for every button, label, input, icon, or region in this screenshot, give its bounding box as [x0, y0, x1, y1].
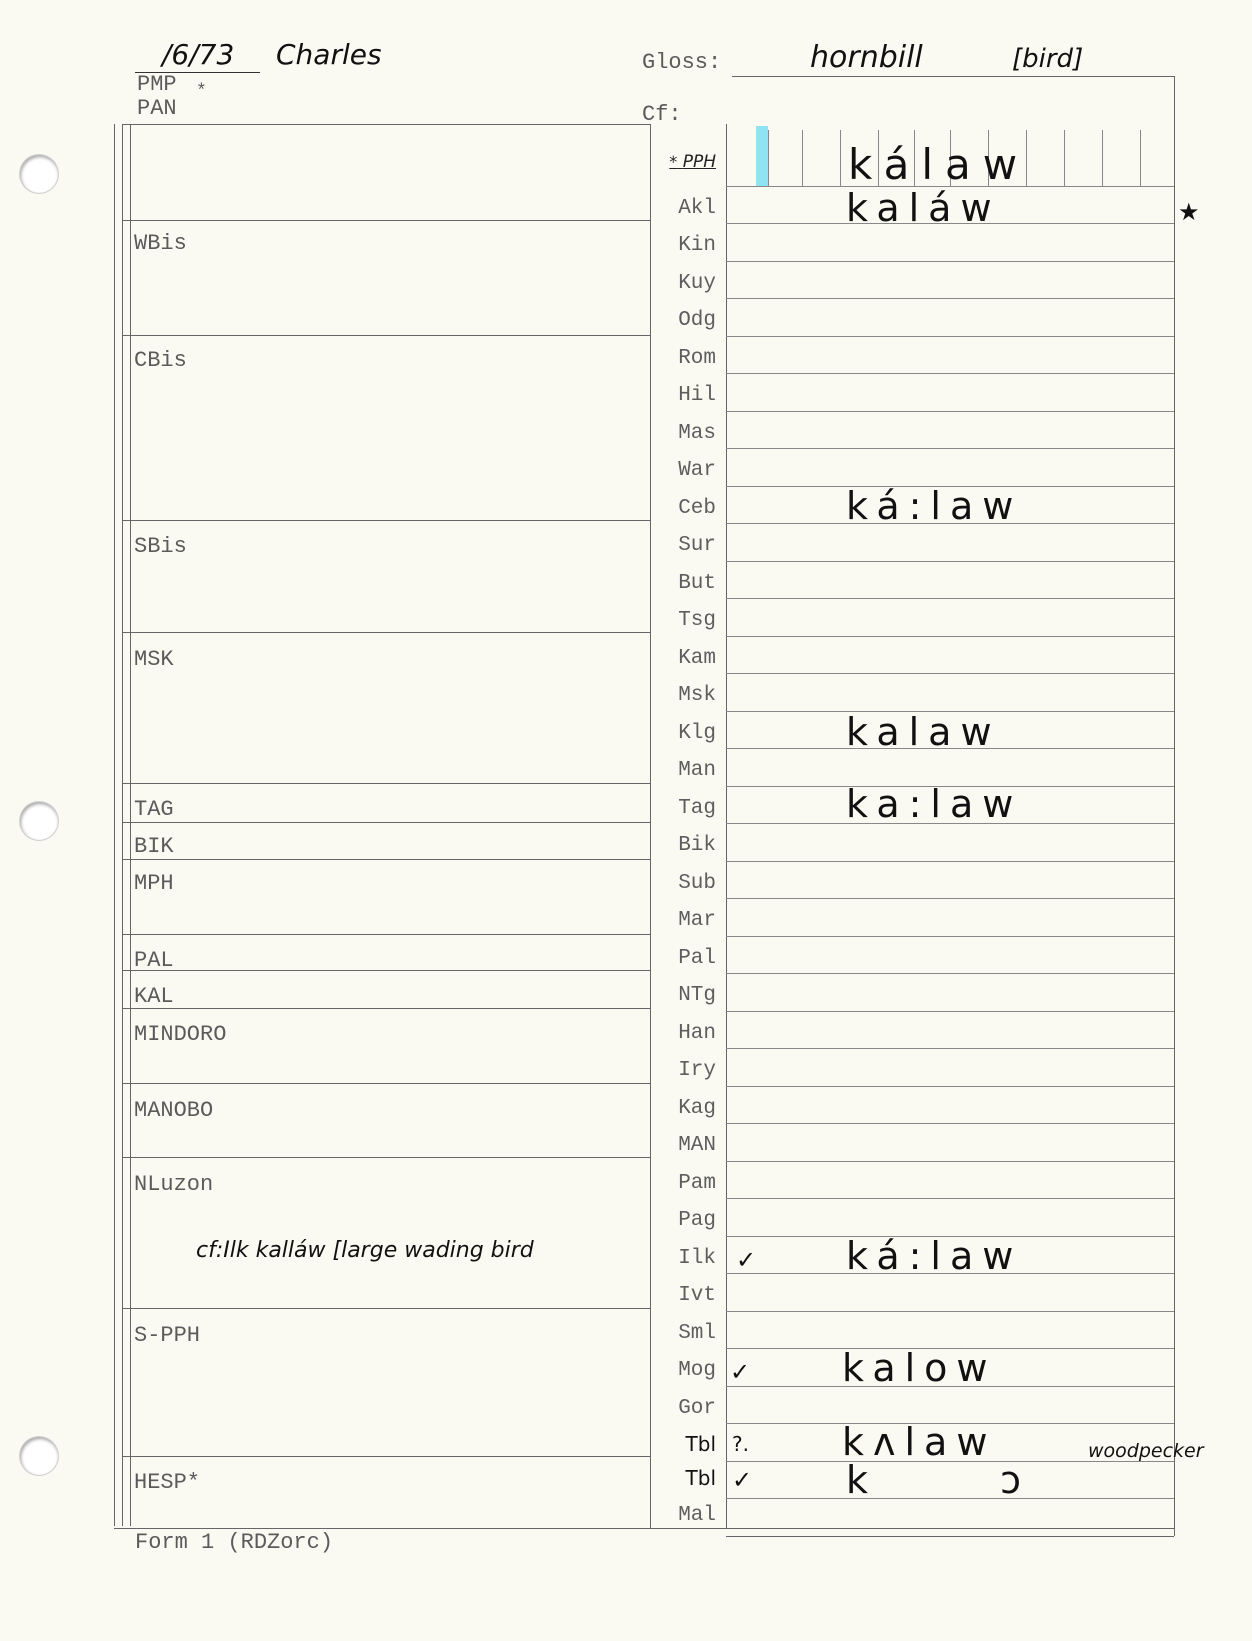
group-label-hesp: HESP* [134, 1470, 201, 1495]
lang-code-mal: Mal [678, 1504, 716, 1527]
lang-code-pal: Pal [678, 947, 716, 970]
lang-code-iry: Iry [678, 1059, 716, 1082]
lang-code-odg: Odg [678, 309, 716, 332]
binder-hole-top [20, 155, 58, 193]
lang-code-war: War [678, 459, 716, 482]
lang-code-ntg: NTg [678, 984, 716, 1007]
lang-code-man: Man [678, 759, 716, 782]
entry-mog: kalow [842, 1346, 997, 1390]
binder-hole-bottom [20, 1437, 58, 1475]
entry-akl: kaláw [846, 186, 1001, 230]
lang-code-sml: Sml [678, 1322, 716, 1345]
lang-code-akl: Akl [678, 197, 716, 220]
gloss-value: hornbill [810, 40, 923, 75]
entry-tag: ka:law [846, 782, 1023, 826]
lang-code-gor: Gor [678, 1397, 716, 1420]
lang-code-kag: Kag [678, 1097, 716, 1120]
group-label-tag: TAG [134, 797, 174, 822]
group-label-manobo: MANOBO [134, 1098, 214, 1123]
lang-code-tbl-1: Tbl [685, 1432, 716, 1456]
lang-code-sur: Sur [678, 534, 716, 557]
lang-code-pam: Pam [678, 1172, 716, 1195]
binder-hole-middle [20, 802, 58, 840]
form-footer: Form 1 (RDZorc) [135, 1530, 334, 1555]
lang-code-tag: Tag [678, 797, 716, 820]
pan-label: PAN [137, 96, 177, 121]
pmp-star: * [196, 82, 207, 102]
entry-ilk: ká:law [846, 1234, 1023, 1278]
group-label-cbis: CBis [134, 348, 187, 373]
group-label-kal: KAL [134, 984, 174, 1009]
lang-code-ivt: Ivt [678, 1284, 716, 1307]
pph-highlight [756, 126, 768, 186]
group-label-mindoro: MINDORO [134, 1022, 227, 1047]
lang-code-rom: Rom [678, 347, 716, 370]
nluzon-cf-note: cf:Ilk kalláw [large wading bird [196, 1238, 534, 1263]
lang-code-sub: Sub [678, 872, 716, 895]
tbl-query-mark: ?. [732, 1432, 749, 1456]
group-label-mph: MPH [134, 871, 174, 896]
cf-label: Cf: [642, 102, 682, 127]
lang-code-tbl-2: Tbl [685, 1466, 716, 1490]
pmp-label: PMP [137, 72, 177, 97]
entry-tbl-1: kʌlaw [842, 1420, 997, 1464]
gloss-label: Gloss: [642, 50, 722, 75]
group-label-sbis: SBis [134, 534, 187, 559]
lang-code-mar: Mar [678, 909, 716, 932]
group-label-bik: BIK [134, 834, 174, 859]
entry-klg: kalaw [846, 710, 1001, 754]
lang-code-bik: Bik [678, 834, 716, 857]
lang-code-han: Han [678, 1022, 716, 1045]
lang-code-man-group: MAN [678, 1134, 716, 1157]
lang-code-pag: Pag [678, 1209, 716, 1232]
lang-code-tsg: Tsg [678, 609, 716, 632]
gloss-note: [bird] [1012, 44, 1084, 74]
mog-check-mark: ✓ [730, 1358, 751, 1386]
lang-code-klg: Klg [678, 722, 716, 745]
lang-code-kuy: Kuy [678, 272, 716, 295]
ilk-check-mark: ✓ [736, 1246, 757, 1274]
lang-code-kin: Kin [678, 234, 716, 257]
group-label-pal: PAL [134, 948, 174, 973]
lang-code-pph: * PPH [669, 152, 716, 172]
lang-code-mog: Mog [678, 1359, 716, 1382]
lang-code-but: But [678, 572, 716, 595]
group-label-msk: MSK [134, 647, 174, 672]
header-date: /6/73 [162, 38, 235, 71]
group-label-wbis: WBis [134, 231, 187, 256]
lang-code-msk: Msk [678, 684, 716, 707]
lang-code-kam: Kam [678, 647, 716, 670]
lang-code-hil: Hil [678, 384, 716, 407]
entry-tbl-2: k ɔ [846, 1458, 1081, 1502]
group-label-nluzon: NLuzon [134, 1172, 214, 1197]
akl-star-mark: ★ [1178, 198, 1200, 226]
entry-ceb: ká:law [846, 484, 1023, 528]
lang-code-ilk: Ilk [678, 1247, 716, 1270]
entry-pph: kálaw [848, 140, 1030, 189]
tbl-check-mark: ✓ [732, 1466, 753, 1494]
lang-code-ceb: Ceb [678, 497, 716, 520]
header-author: Charles [276, 38, 382, 71]
lang-code-mas: Mas [678, 422, 716, 445]
tbl-gloss-woodpecker: woodpecker [1088, 1440, 1204, 1462]
group-label-s-pph: S-PPH [134, 1323, 201, 1348]
